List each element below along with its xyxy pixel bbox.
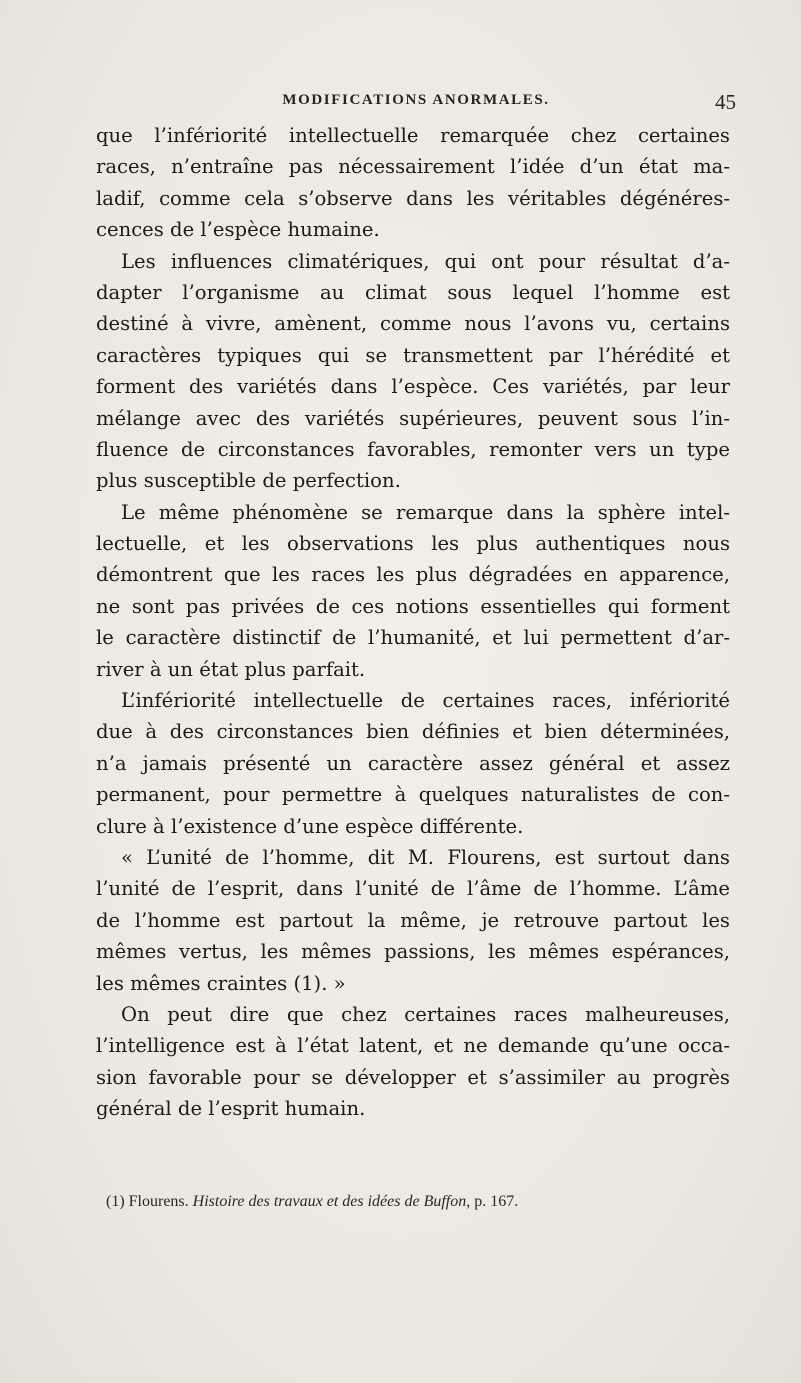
text-line: caractères typiques qui se transmettent par l’hérédité et bbox=[96, 343, 730, 367]
text-line: que l’infériorité intellectuelle remarquée chez certaines bbox=[96, 124, 730, 147]
text-line: « L’unité de l’homme, dit M. Flourens, est surtout dans bbox=[121, 845, 730, 869]
text-line: sion favorable pour se développer et s’assimiler au progrès bbox=[96, 1065, 730, 1089]
text-line: L’infériorité intellectuelle de certaines races, infériorité bbox=[121, 689, 730, 713]
text-line: l’unité de l’esprit, dans l’unité de l’âme de l’homme. L’âme bbox=[96, 877, 730, 901]
text-line: clure à l’existence d’une espèce différente. bbox=[96, 814, 524, 838]
text-line: ladif, comme cela s’observe dans les véritables dégénéres- bbox=[96, 186, 730, 210]
text-line: due à des circonstances bien définies et bien déterminées, bbox=[96, 720, 730, 744]
text-line: races, n’entraîne pas nécessairement l’idée d’un état ma- bbox=[96, 155, 730, 179]
text-line: mêmes vertus, les mêmes passions, les mêmes espérances, bbox=[96, 940, 730, 964]
text-line: démontrent que les races les plus dégradées en apparence, bbox=[96, 563, 730, 587]
text-line: cences de l’espèce humaine. bbox=[96, 218, 380, 242]
text-line: mélange avec des variétés supérieures, peuvent sous l’in- bbox=[96, 406, 730, 430]
page-number: 45 bbox=[715, 90, 736, 114]
text-line: forment des variétés dans l’espèce. Ces variétés, par leur bbox=[96, 375, 730, 399]
text-line: les mêmes craintes (1). » bbox=[96, 971, 346, 995]
text-line: Le même phénomène se remarque dans la sphère intel- bbox=[121, 500, 730, 524]
text-line: ne sont pas privées de ces notions essentielles qui forment bbox=[96, 594, 730, 618]
text-line: On peut dire que chez certaines races malheureuses, bbox=[121, 1002, 730, 1026]
text-line: destiné à vivre, amènent, comme nous l’avons vu, certains bbox=[96, 312, 730, 336]
text-line: l’intelligence est à l’état latent, et ne demande qu’une occa- bbox=[96, 1034, 730, 1058]
text-line: plus susceptible de perfection. bbox=[96, 469, 401, 493]
text-line: lectuelle, et les observations les plus authentiques nous bbox=[96, 532, 730, 556]
text-line: de l’homme est partout la même, je retrouve partout les bbox=[96, 908, 730, 932]
text-line: n’a jamais présenté un caractère assez général et assez bbox=[96, 751, 730, 775]
footnote-page: , p. 167. bbox=[466, 1193, 519, 1210]
text-line: river à un état plus parfait. bbox=[96, 657, 366, 681]
footnote-marker: (1) Flourens. bbox=[106, 1193, 189, 1210]
running-head: MODIFICATIONS ANORMALES. bbox=[282, 92, 550, 108]
text-line: le caractère distinctif de l’humanité, et lui permettent d’ar- bbox=[96, 626, 730, 650]
footnote bbox=[106, 1193, 736, 1211]
footnote-title: Histoire des travaux et des idées de Buffon bbox=[192, 1193, 467, 1210]
body-text bbox=[96, 120, 730, 1125]
text-line: permanent, pour permettre à quelques naturalistes de con- bbox=[96, 783, 730, 807]
text-line: général de l’esprit humain. bbox=[96, 1097, 366, 1121]
text-line: Les influences climatériques, qui ont pour résultat d’a- bbox=[121, 249, 730, 273]
page-header bbox=[96, 90, 736, 114]
text-line: fluence de circonstances favorables, remonter vers un type bbox=[96, 437, 730, 461]
text-line: dapter l’organisme au climat sous lequel l’homme est bbox=[96, 280, 730, 304]
